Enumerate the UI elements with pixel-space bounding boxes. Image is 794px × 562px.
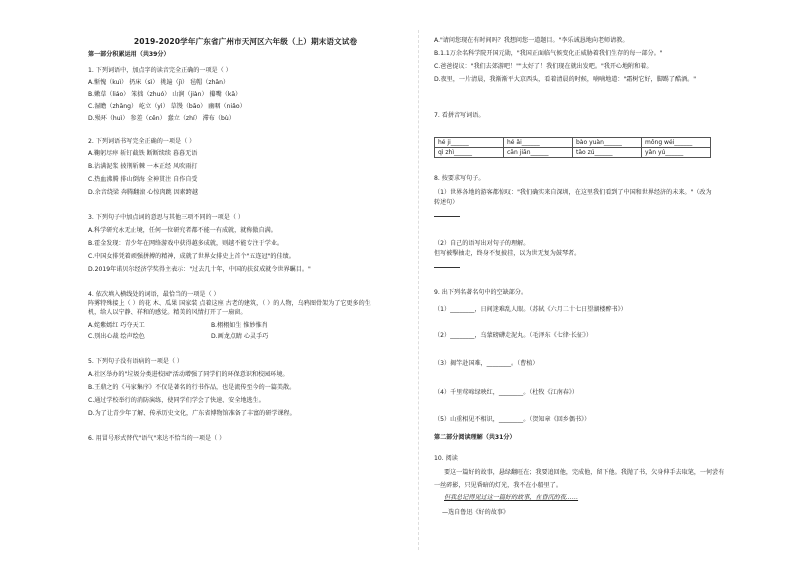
pinyin-cell[interactable]: cān jiān______ [504,148,573,158]
question-3-option-d: D.2019年诺贝尔经济学奖得主表示："过去几十年，中国的扶贫成就令世界瞩目。" [88,266,311,273]
question-4-option-b: B.栩栩如生 惟妙惟肖 [211,322,268,329]
pinyin-table [434,137,711,158]
table-row [435,148,711,158]
page-title: 2019-2020学年广东省广州市天河区六年级（上）期末语文试卷 [133,37,358,46]
question-9-part1: （1）________，日间迷难乱人眼。（苏轼《六月二十七日望湖楼醉书》） [434,306,627,313]
question-1-option-d: D.殒环（huì） 参差（cēn） 蠢立（zhí） 滞布（bù） [88,115,235,122]
answer-line[interactable] [434,261,460,271]
question-8-part2: （2）自己的语写出对句子的理解。 [434,240,530,247]
question-1-stem: 1. 下列词语中，加点字的读音完全正确的一项是（ ） [88,67,232,74]
question-5-option-b: B.王鼎之的《马家集序》不仅是著名的行书作品，也是流传至今的一篇美散。 [88,384,296,391]
question-3-option-a: A.科学研究永无止境，任何一位研究者都不能一有成就，就称傲自满。 [88,227,277,234]
passage-line-2: 一丝碎影，只见昏暗的灯光，我不在小船里了。 [434,482,562,489]
question-5-stem: 5. 下列句子没有语病的一项是（ ） [88,358,184,365]
question-3-option-b: B.霍金发现：青少年在网络游戏中获得越多成就，则越不能专注于学业。 [88,240,284,247]
question-4-option-d: D.画龙点睛 心灵手巧 [211,333,269,340]
question-4-passage-line2: 机，给人以宁静、祥和的感觉。精美的风情打开了一扇窗。 [88,309,247,316]
question-5-option-c: C.通过学校举行的消防演练，使同学们学会了快速、安全地逃生。 [88,397,265,404]
question-6-option-c: C.爸爸提议："我们去郊游吧！""太好了！我们现在就出发吧。"我开心地附和着。 [434,63,653,70]
question-9-part5: （5）山重相见不相识，________。（贺知章《回乡偶书》） [434,416,591,423]
question-8-part1-cont: 转述句） [434,199,459,206]
question-9-part4: （4）千里莺啼绿映红，________。（杜牧《江南春》） [434,389,579,396]
passage-line-3: 但我总记得见过这一篇好的故事，在昏沉的夜…… [444,494,579,501]
question-6-stem: 6. 用冒号形式替代"语气"来达不恰当的一项是（ ） [88,435,226,442]
question-9-part2: （2）________，乌蒙磅礴走泥丸。（毛泽东《七律·长征》） [434,332,593,339]
question-8-part2-cont: 但写被擊抽走，终身不复披挂，以为世无复为鼓琴者。 [434,250,581,257]
question-2-option-c: C.热血沸腾 排山倒海 全神贯注 自作自受 [88,176,198,183]
question-9-part3: （3）揭竿赴国难，________。（曹植） [434,360,539,367]
pinyin-cell[interactable]: yǎn yú______ [642,148,711,158]
passage-source: —选自鲁迅《好的故事》 [442,509,510,516]
pinyin-cell[interactable]: qì zhì______ [435,148,504,158]
question-10-stem: 10. 阅读 [434,455,458,462]
question-2-option-a: A.鞠躬尽瘁 斩钉截铁 断断续续 暮暮无语 [88,150,198,157]
question-5-option-a: A.社区举办的"垃圾分类进校园"活动增强了同学们的环保意识和校园环境。 [88,371,289,378]
question-4-option-a: A.姹紫嫣红 巧夺天工 [88,322,145,329]
question-7-stem: 7. 看拼音写词语。 [434,112,485,119]
table-row [435,138,711,148]
question-4-stem: 4. 依次填入横线处的词语，最恰当的一项是（ ） [88,291,220,298]
column-divider [418,30,419,550]
question-3-option-c: C.中国女排凭着顽强拼搏的精神，成就了世界女排史上首个"五连冠"的佳绩。 [88,253,295,260]
question-5-option-d: D.为了让青少年了解、传承历史文化，广东省博物馆准备了丰富的研学课程。 [88,410,296,417]
question-2-option-b: B.沾满泥浆 披荆斩棘 一本正经 风吹雨打 [88,163,198,170]
passage-line-1: 要这一篇好的故事，悬绿翻旺在；我要追回他，完成他，留下他。我抛了书，欠身伸手去取笔，一何尝有 [444,469,725,476]
question-2-option-d: D.余音绕梁 奔腾翻滚 心惊肉跳 因素跨越 [88,189,198,196]
section-heading: 第二部分阅读理解（共31分） [434,434,516,441]
pinyin-cell[interactable]: mǒng wéi______ [642,138,711,148]
section-heading: 第一部分积累运用（共39分） [88,51,170,58]
pinyin-cell[interactable]: tāo zú______ [573,148,642,158]
question-2-stem: 2. 下列词语书写完全正确的一项是（ ） [88,138,196,145]
question-3-stem: 3. 下列句子中加点词的意思与其他三项不同的一项是（ ） [88,214,244,221]
question-9-stem: 9. 出下列名著名句中的空缺部分。 [434,289,528,296]
question-8-part1: （1）世界各地的游客都惊叹："我们确实来自深圳，在这里我们看到了中国和世界经济的未来。"（改为 [434,189,712,196]
question-1-option-c: C.湿瞻（zhāng） 屹立（yì） 草馒（bāo） 幽咽（niǎo） [88,103,246,110]
question-1-option-b: B.嫩草（liáo） 笨拙（zhuó） 山涧（jiàn） 攥嘴（kā） [88,91,242,98]
question-4-option-c: C.别出心裁 绘声绘色 [88,333,145,340]
question-4-passage-line1: 阵雾特殊接上（ ）的花 木、瓜果 国家装 点着这座 古老的建筑，（ ）的人物，乌鸦图骨架为了它更多的生 [88,300,371,307]
question-1-option-a: A.惭愧（kuì） 扔床（sì） 挑遍（jì） 毡帽（zhān） [88,79,230,86]
question-6-option-a: A."请问您现在有时间吗？我想问您一道题目。"李乐诚恳地向老师请教。 [434,37,629,44]
question-6-option-d: D.夜里，一片清晨，我渐渐平大京西头，看着清晨的时候，喃喃地道："霜树它好，脚踢了酷酒。" [434,76,697,83]
answer-line[interactable] [434,210,460,220]
pinyin-cell[interactable]: bào yuàn______ [573,138,642,148]
pinyin-cell[interactable]: hé ji______ [435,138,504,148]
pinyin-cell[interactable]: hé ǎi______ [504,138,573,148]
question-6-option-b: B.1.1万余名科学院开国元勋，"我国正面临气候变化正威胁着我们生存的每一部分。" [434,50,663,57]
question-8-stem: 8. 按要求写句子。 [434,175,485,182]
